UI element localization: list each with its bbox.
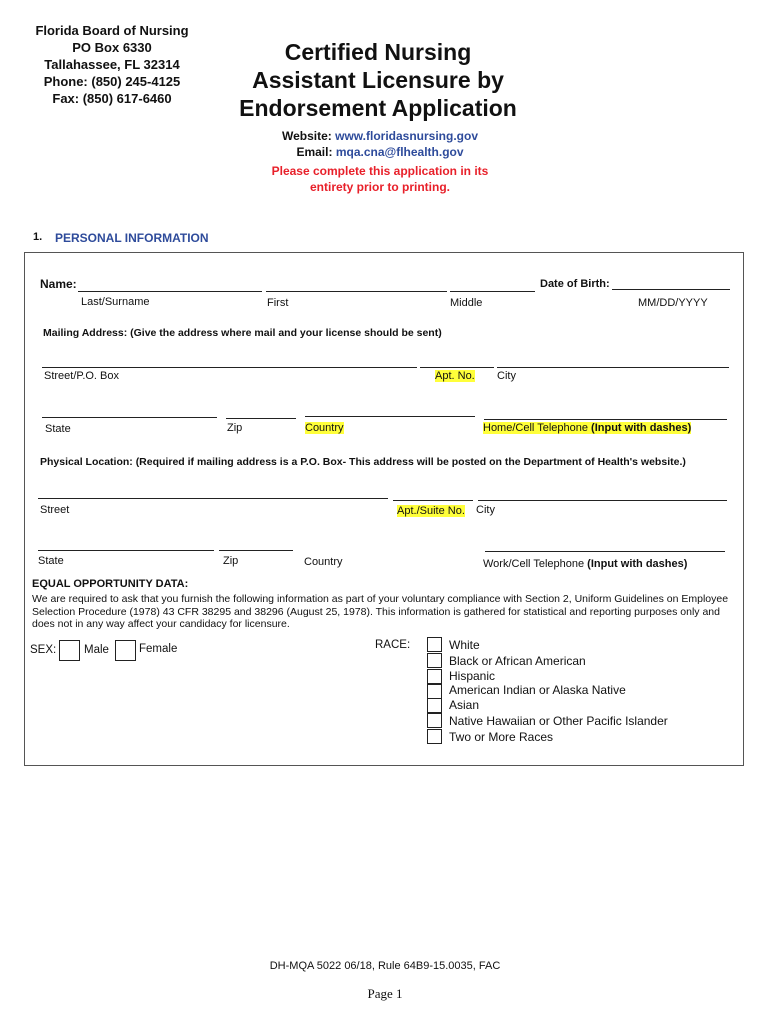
zip-label: Zip xyxy=(227,422,243,434)
dob-format-label: MM/DD/YYYY xyxy=(638,297,708,309)
physical-heading: Physical Location: (Required if mailing address is a P.O. Box- This address will be posted on the Department of Health's website.) xyxy=(40,456,686,468)
mailing-apt-field[interactable] xyxy=(420,367,494,368)
race-checkbox-white[interactable] xyxy=(427,637,442,652)
page-number: Page 1 xyxy=(367,986,403,1001)
mailing-state-field[interactable] xyxy=(42,417,217,418)
state-label: State xyxy=(38,555,64,567)
form-id-footer: DH-MQA 5022 06/18, Rule 64B9-15.0035, FAC xyxy=(269,960,501,972)
dob-label: Date of Birth: xyxy=(540,278,610,290)
race-label: RACE: xyxy=(375,639,411,651)
zip-label: Zip xyxy=(223,555,239,567)
female-checkbox[interactable] xyxy=(115,640,136,661)
section-title: PERSONAL INFORMATION xyxy=(55,231,209,245)
name-label: Name: xyxy=(40,277,77,291)
home-phone-label xyxy=(483,422,691,434)
middle-name-field[interactable] xyxy=(450,291,535,292)
state-label: State xyxy=(45,423,71,435)
mailing-city-field[interactable] xyxy=(497,367,729,368)
dob-field[interactable] xyxy=(612,289,730,290)
address-line: PO Box 6330 xyxy=(72,40,152,55)
race-option: American Indian or Alaska Native xyxy=(449,683,626,697)
male-label: Male xyxy=(84,644,109,656)
address-line: Tallahassee, FL 32314 xyxy=(44,57,180,72)
apt-no-label: Apt. No. xyxy=(435,370,475,382)
male-checkbox[interactable] xyxy=(59,640,80,661)
race-option: Hispanic xyxy=(449,669,496,683)
last-name-label: Last/Surname xyxy=(81,296,150,308)
race-checkbox-hispanic[interactable] xyxy=(427,669,442,684)
title-line: Certified Nursing xyxy=(284,39,472,65)
first-name-label: First xyxy=(267,297,289,309)
eeo-heading: EQUAL OPPORTUNITY DATA: xyxy=(32,578,189,590)
race-option: White xyxy=(449,638,480,652)
page-title xyxy=(236,38,520,122)
street-po-label: Street/P.O. Box xyxy=(44,370,120,382)
address-line: Phone: (850) 245-4125 xyxy=(43,74,181,89)
mailing-heading: Mailing Address: (Give the address where mail and your license should be sent) xyxy=(43,327,442,339)
dashes-note: (Input with dashes) xyxy=(591,422,692,434)
last-name-field[interactable] xyxy=(78,291,262,292)
work-phone-field[interactable] xyxy=(485,551,725,552)
apt-suite-label: Apt./Suite No. xyxy=(397,505,465,517)
home-phone-text: Home/Cell Telephone xyxy=(483,422,588,434)
home-phone-field[interactable] xyxy=(484,419,727,420)
title-line: Assistant Licensure by xyxy=(252,67,504,93)
race-checkbox-asian[interactable] xyxy=(427,698,442,713)
physical-zip-field[interactable] xyxy=(219,550,293,551)
race-checkbox-black[interactable] xyxy=(427,653,442,668)
board-address xyxy=(28,22,196,107)
address-line: Fax: (850) 617-6460 xyxy=(52,91,172,106)
dashes-note: (Input with dashes) xyxy=(587,558,688,570)
mailing-street-field[interactable] xyxy=(42,367,417,368)
warning-line: Please complete this application in its xyxy=(271,164,489,178)
female-label: Female xyxy=(139,643,178,655)
physical-state-field[interactable] xyxy=(38,550,214,551)
street-label: Street xyxy=(40,504,70,516)
email-link[interactable]: mqa.cna@flhealth.gov xyxy=(335,145,464,159)
race-checkbox-pacific-islander[interactable] xyxy=(427,713,442,728)
race-option: Black or African American xyxy=(449,654,586,668)
section-number: 1. xyxy=(33,231,43,243)
physical-street-field[interactable] xyxy=(38,498,388,499)
work-phone-text: Work/Cell Telephone xyxy=(483,558,585,570)
website-link[interactable]: www.floridasnursing.gov xyxy=(335,129,479,143)
work-phone-label xyxy=(483,558,687,570)
city-label: City xyxy=(497,370,516,382)
sex-label: SEX: xyxy=(30,644,57,656)
city-label: City xyxy=(476,504,495,516)
race-checkbox-american-indian[interactable] xyxy=(427,684,442,699)
physical-city-field[interactable] xyxy=(478,500,727,501)
race-option: Two or More Races xyxy=(449,730,554,744)
mailing-zip-field[interactable] xyxy=(226,418,296,419)
website-label: Website: xyxy=(281,129,332,143)
country-label: Country xyxy=(305,422,344,434)
eeo-paragraph: We are required to ask that you furnish the following information as part of your voluntary compliance with Section 2, Uniform Guidelines on Employee Selection Procedure (1978) 43 CFR 38295 and 38296 (August 25, 1978). This information is gathered for statistical and reporting purposes only and does not in any way affect your candidacy for licensure. xyxy=(32,593,729,630)
contact-info xyxy=(230,128,530,195)
middle-name-label: Middle xyxy=(450,297,483,309)
race-checkbox-two-or-more[interactable] xyxy=(427,729,442,744)
mailing-country-field[interactable] xyxy=(305,416,475,417)
address-line: Florida Board of Nursing xyxy=(35,23,189,38)
country-label: Country xyxy=(304,556,343,568)
warning-line: entirety prior to printing. xyxy=(310,180,450,194)
first-name-field[interactable] xyxy=(266,291,447,292)
race-option: Asian xyxy=(449,698,480,712)
title-line: Endorsement Application xyxy=(239,95,517,121)
race-option: Native Hawaiian or Other Pacific Islander xyxy=(449,714,668,728)
email-label: Email: xyxy=(296,145,333,159)
physical-apt-field[interactable] xyxy=(393,500,473,501)
